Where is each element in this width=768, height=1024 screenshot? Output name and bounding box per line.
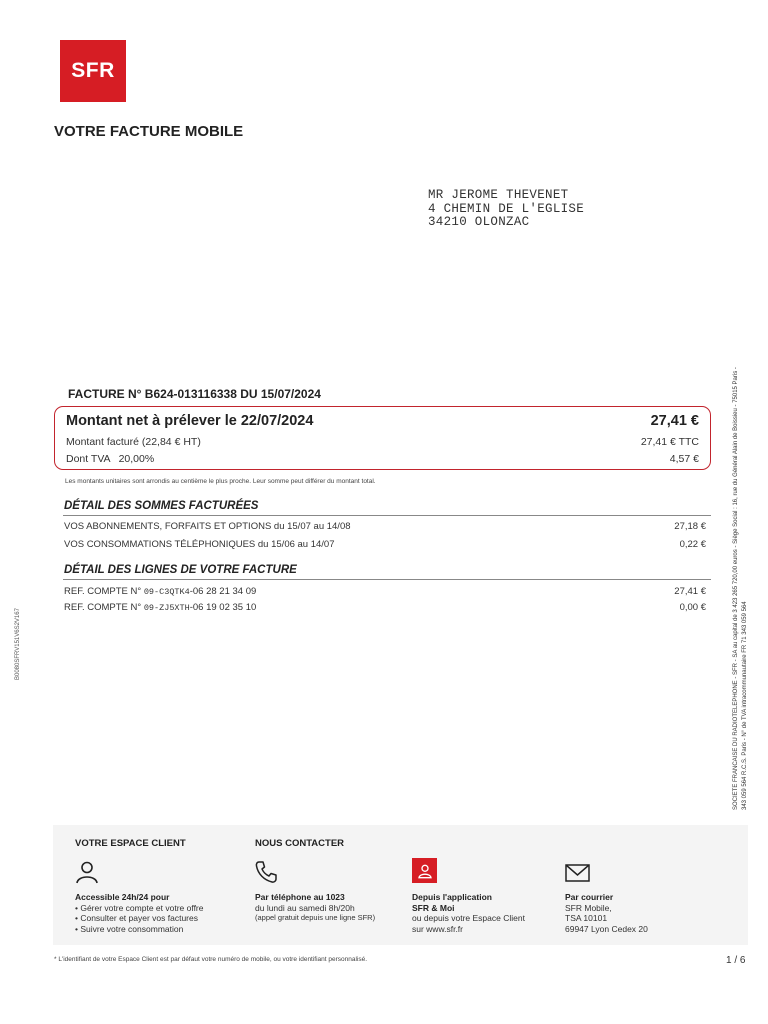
- app-icon: [412, 858, 437, 883]
- col-line: ou depuis votre Espace Client: [412, 913, 525, 923]
- col-title: SFR & Moi: [412, 902, 455, 913]
- recipient-city: 34210 OLONZAC: [428, 215, 530, 229]
- section-lines-title: DÉTAIL DES LIGNES DE VOTRE FACTURE: [64, 564, 297, 576]
- legal-text: [732, 310, 750, 810]
- invoice-number: FACTURE N° B624-013116338 DU 15/07/2024: [68, 387, 321, 401]
- col-line: • Gérer votre compte et votre offre: [75, 902, 204, 913]
- col-line: du lundi au samedi 8h/20h: [255, 902, 355, 913]
- table-row: [64, 521, 706, 532]
- section-divider: [63, 515, 711, 516]
- ref-number: -06 28 21 34 09: [189, 586, 257, 597]
- net-amount-row: [66, 413, 699, 429]
- row-amount: 0,22 €: [679, 539, 706, 550]
- section-divider: [63, 579, 711, 580]
- recipient-name: MR JEROME THEVENET: [428, 188, 569, 202]
- legal-line-2: 343 059 564 R.C.S. Paris - N° de TVA intracommunautaire FR 71 343 059 564: [742, 601, 748, 810]
- phone-column: [255, 892, 375, 924]
- net-amount-label: Montant net à prélever le 22/07/2024: [66, 413, 314, 429]
- app-user-icon: [417, 863, 433, 879]
- table-row: [64, 539, 706, 550]
- line-ref: [64, 586, 256, 597]
- ref-prefix: REF. COMPTE N°: [64, 602, 142, 613]
- row-label: VOS ABONNEMENTS, FORFAITS ET OPTIONS du 15/07 au 14/08: [64, 521, 351, 532]
- billed-amount-value: 27,41 € TTC: [640, 436, 699, 448]
- tva-label: Dont TVA: [66, 453, 111, 465]
- tva-rate: 20,00%: [118, 453, 155, 465]
- sfr-logo: [60, 40, 126, 102]
- page-number: 1 / 6: [726, 955, 746, 966]
- col-line: • Suivre votre consommation: [75, 923, 184, 934]
- document-title: VOTRE FACTURE MOBILE: [54, 123, 244, 140]
- phone-icon: [254, 860, 278, 884]
- ref-prefix: REF. COMPTE N°: [64, 586, 142, 597]
- espace-client-column: [75, 892, 203, 934]
- user-icon: [75, 860, 99, 884]
- ref-code: 09-C3QTK4: [143, 587, 190, 597]
- rounding-note: Les montants unitaires sont arrondis au centième le plus proche. Leur somme peut différer du montant total.: [65, 478, 376, 485]
- recipient-street: 4 CHEMIN DE L'EGLISE: [428, 201, 585, 216]
- col-line: (appel gratuit depuis une ligne SFR): [255, 913, 376, 922]
- tva-amount: 4,57 €: [669, 453, 699, 465]
- col-title: Par courrier: [565, 892, 614, 902]
- row-amount: 27,41 €: [674, 586, 706, 597]
- billed-amount-label: Montant facturé (22,84 € HT): [66, 436, 201, 448]
- ref-code: 09-ZJ5XTH: [143, 603, 190, 613]
- col-line: SFR Mobile,: [565, 902, 612, 913]
- col-title: Depuis l'application: [412, 892, 492, 902]
- logo-text: SFR: [71, 59, 115, 82]
- row-amount: 0,00 €: [679, 602, 706, 613]
- line-ref: [64, 602, 256, 613]
- app-column: [412, 892, 525, 934]
- col-title: Par téléphone au 1023: [255, 892, 345, 902]
- col-line: • Consulter et payer vos factures: [75, 913, 198, 923]
- recipient-address: [428, 189, 584, 230]
- contact-heading: NOUS CONTACTER: [255, 838, 345, 849]
- billed-amount-row: [66, 436, 699, 448]
- mail-icon: [565, 863, 590, 883]
- side-code: B0080SFRV151V6S2V167: [15, 608, 21, 680]
- col-line: sur www.sfr.fr: [412, 923, 464, 934]
- col-line: TSA 10101: [565, 913, 608, 923]
- net-amount-value: 27,41 €: [650, 413, 699, 429]
- col-title: Accessible 24h/24 pour: [75, 892, 170, 902]
- legal-line-1: SOCIETE FRANCAISE DU RADIOTELEPHONE - SFR - SA au capital de 3 423 265 720,00 euros - Siège Social : 16, rue du Général Alain de Boissieu - 75015 Paris -: [733, 367, 739, 810]
- mail-column: [565, 892, 648, 934]
- ref-number: -06 19 02 35 10: [189, 602, 257, 613]
- tva-row: [66, 453, 699, 465]
- row-amount: 27,18 €: [674, 521, 706, 532]
- table-row: [64, 602, 706, 613]
- row-label: VOS CONSOMMATIONS TÉLÉPHONIQUES du 15/06 au 14/07: [64, 539, 335, 550]
- summary-box: [54, 406, 711, 470]
- table-row: [64, 586, 706, 597]
- col-line: 69947 Lyon Cedex 20: [565, 923, 648, 934]
- tva-label-group: [66, 453, 154, 465]
- section-sums-title: DÉTAIL DES SOMMES FACTURÉES: [64, 500, 259, 512]
- espace-client-heading: VOTRE ESPACE CLIENT: [75, 838, 186, 849]
- footnote: * L'identifiant de votre Espace Client est par défaut votre numéro de mobile, ou votre identifiant personnalisé.: [54, 956, 368, 963]
